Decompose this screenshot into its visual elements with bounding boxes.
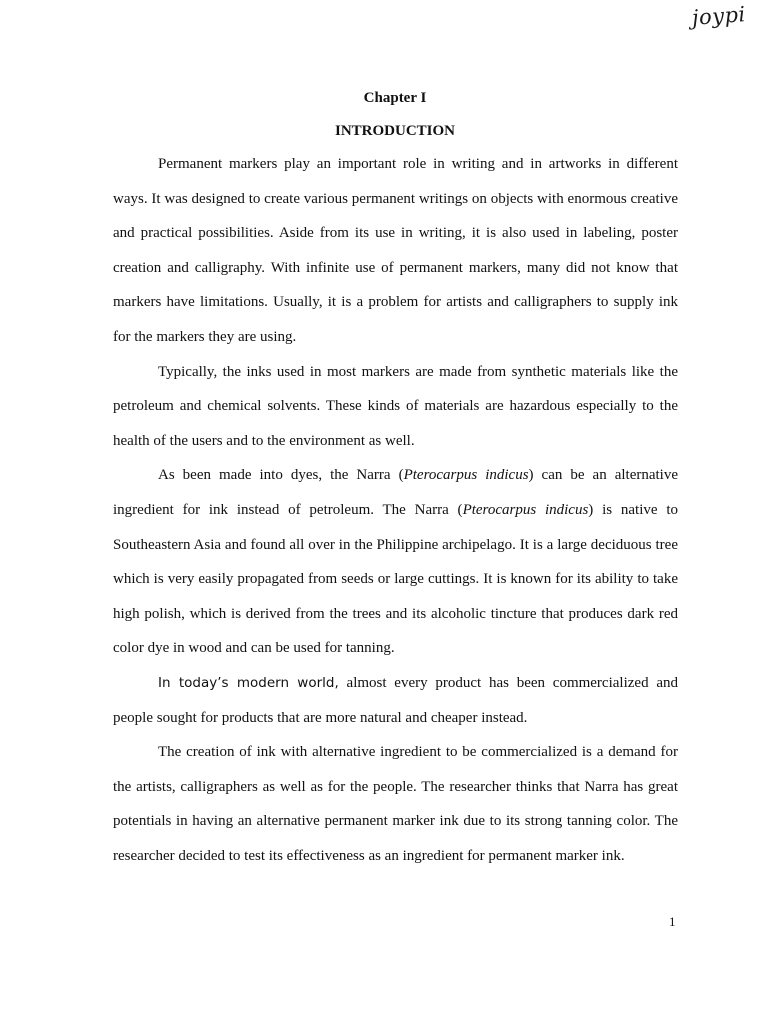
- paragraph-3-part-1: As been made into dyes, the Narra (: [158, 467, 404, 484]
- document-body: [113, 147, 678, 873]
- paragraph-1: Permanent markers play an important role in writing and in artworks in different ways. It was designed to create various permanent writings on objects with enormous creative and practical possibilities. Aside from its use in writing, it is also used in labeling, poster creation and calligraphy. With infinite use of permanent markers, many did not know that markers have limitations. Usually, it is a problem for artists and calligraphers to supply ink for the markers they are using.: [113, 156, 678, 345]
- section-title: INTRODUCTION: [334, 123, 455, 139]
- paragraph-3-part-2: ) can be an alternative ingredient for ink instead of petroleum. The Narra (: [113, 467, 679, 518]
- paragraph-4-lead: In today’s modern world,: [158, 674, 339, 691]
- scientific-name: Pterocarpus indicus: [403, 467, 529, 484]
- scientific-name: Pterocarpus indicus: [462, 501, 589, 518]
- paragraph-4: [113, 666, 678, 735]
- joypi-watermark: joypi: [691, 2, 747, 30]
- paragraph-3: [113, 458, 678, 666]
- paragraph-4-text: almost every product has been commercialized and people sought for products that are more natural and cheaper instead.: [113, 674, 678, 726]
- page-number: 1: [669, 914, 676, 929]
- paragraph-2: Typically, the inks used in most markers are made from synthetic materials like the petroleum and chemical solvents. These kinds of materials are hazardous especially to the health of the users and to the environment as well.: [113, 363, 678, 449]
- chapter-heading: Chapter I: [363, 90, 427, 106]
- paragraph-5: The creation of ink with alternative ingredient to be commercialized is a demand for the artists, calligraphers as well as for the people. The researcher thinks that Narra has great potentials in having an alternative permanent marker ink due to its strong tanning color. The researcher decided to test its effectiveness as an ingredient for permanent marker ink.: [113, 744, 678, 864]
- paragraph-3-part-3: ) is native to Southeastern Asia and found all over in the Philippine archipelago. It is a large deciduous tree which is very easily propagated from seeds or large cuttings. It is known for its ability to take high polish, which is derived from the trees and its alcoholic tincture that produces dark red color dye in wood and can be used for tanning.: [113, 501, 678, 657]
